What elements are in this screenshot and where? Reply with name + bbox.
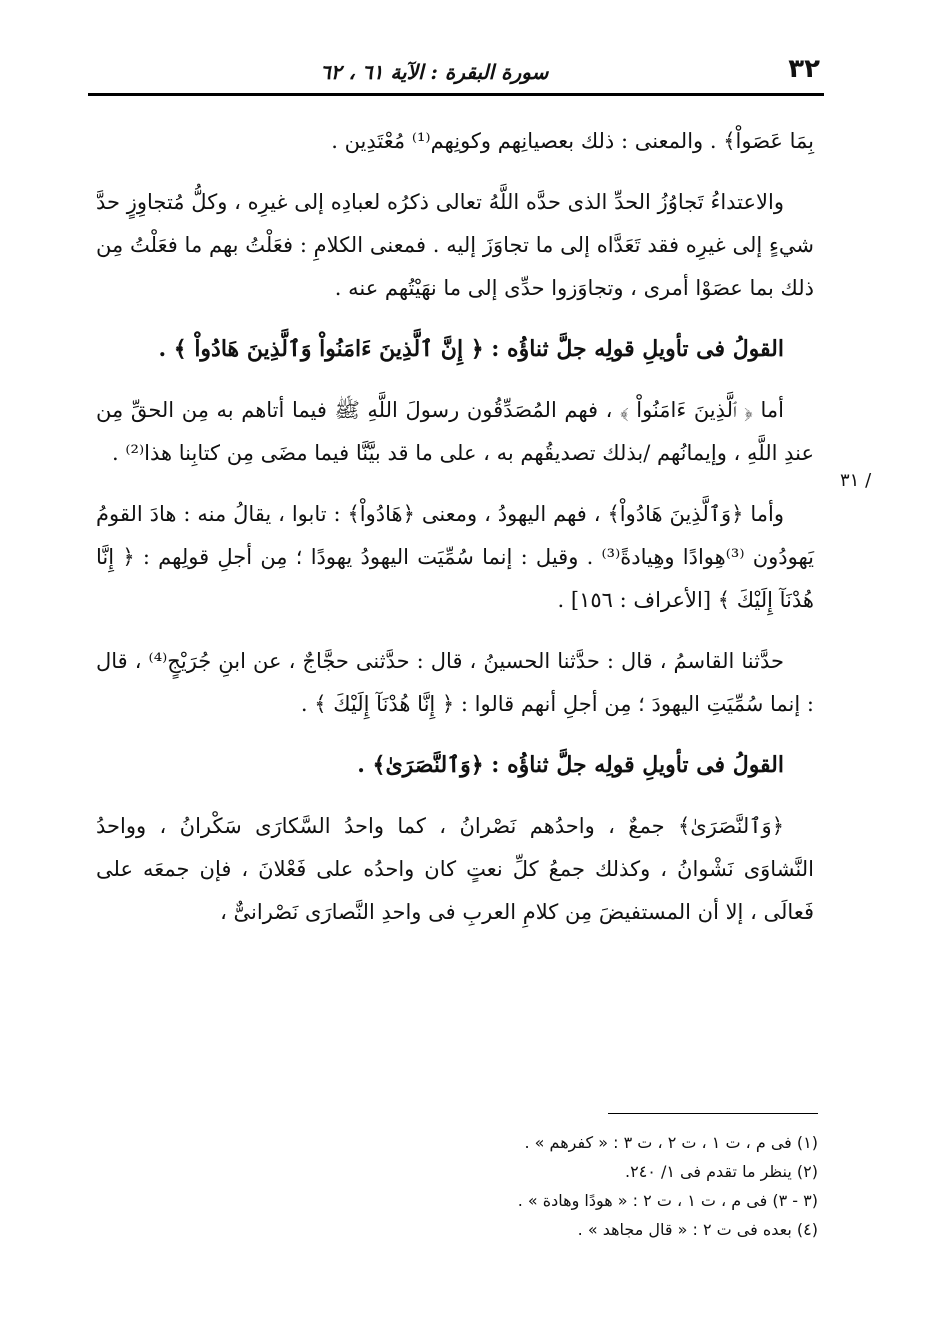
paragraph: حدَّثنا القاسمُ ، قال : حدَّثنا الحسينُ ، قال : حدَّثنى حجَّاجٌ ، عن ابنِ جُرَيْجٍ⁽⁴⁾ ، قال : إنما سُمِّيَتِ اليهودَ ؛ مِن أجلِ أنهم قالوا : ﴿ إِنَّا هُدْنَآ إِلَيْكَ ﴾ . — [96, 649, 814, 716]
footnote: (٣ - ٣) فى م ، ت ١ ، ت ٢ : « هودًا وهادة » . — [517, 1191, 818, 1210]
section-heading: القولُ فى تأويلِ قولِه جلَّ ثناؤُه : ﴿ إِنَّ ٱلَّذِينَ ءَامَنُواْ وَٱلَّذِينَ هَادُواْ ﴾ . — [158, 336, 784, 362]
footnote: (٤) بعده فى ت ٢ : « قال مجاهد » . — [577, 1220, 818, 1239]
footnote: (٢) ينظر ما تقدم فى ١/ ٢٤٠. — [625, 1162, 818, 1181]
main-text — [96, 120, 814, 952]
paragraph: أما ﴿ ٱلَّذِينَ ءَامَنُواْ ﴾ ، فهم المُصَدِّقُون رسولَ اللَّهِ ﷺ فيما أتاهم به مِن الحقِّ مِن عندِ اللَّهِ ، وإيمانُهم /بذلك تصديقُهم به ، على ما قد بيَّنَّا فيما مضَى مِن كتابِنا هذا⁽²⁾ . — [96, 398, 814, 465]
paragraph: والاعتداءُ تَجاوُزُ الحدِّ الذى حدَّه اللَّهُ تعالى ذكرُه لعبادِه إلى غيرِه ، وكلُّ مُتجاوِزٍ حدَّ شيءٍ إلى غيرِه فقد تَعَدَّاه إلى ما تجاوَزَ إليه . فمعنى الكلامِ : فعَلْتُ بهم ما فعَلْتُ مِن ذلك بما عصَوْا أمرى ، وتجاوَزوا حدِّى إلى ما نهَيْتُهم عنه . — [96, 190, 814, 300]
footnotes — [300, 1128, 818, 1244]
running-title: سورة البقرة : الآية ٦١ ، ٦٢ — [320, 60, 549, 84]
header-rule — [88, 93, 824, 96]
paragraph: ﴿وَٱلنَّصَرَىٰ﴾ جمعٌ ، واحدُهم نَصْرانُ ، كما واحدُ السَّكارَى سَكْرانُ ، وواحدُ النَّشاوَى نَشْوانُ ، وكذلك جمعُ كلِّ نعتٍ كان واحدُه على فَعْلانَ ، فإن جمعَه على فَعالَى ، إلا أن المستفيضَ مِن كلامِ العربِ فى واحدِ النَّصارَى نَصْرانىٌّ ، — [96, 814, 814, 924]
paragraph: بِمَا عَصَواْ﴾ . والمعنى : ذلك بعصيانِهم وكونِهم⁽¹⁾ مُعْتَدِين . — [331, 129, 814, 153]
paragraph: وأما ﴿وَٱلَّذِينَ هَادُواْ﴾ ، فهم اليهودُ ، ومعنى ﴿هَادُواْ﴾ : تابوا ، يقالُ منه : هادَ القومُ يَهودُون ⁽³⁾هِوادًا وهِيادةً⁽³⁾ . وقيل : إنما سُمِّيَت اليهودُ يهودًا ؛ مِن أجلِ قولِهم : ﴿ إِنَّا هُدْنَآ إِلَيْكَ ﴾ [الأعراف : ١٥٦] . — [96, 502, 814, 612]
margin-note: ٣١ / — [840, 470, 872, 491]
page-header — [90, 32, 820, 84]
footnote: (١) فى م ، ت ١ ، ت ٢ ، ت ٣ : « كفرهم » . — [524, 1133, 818, 1152]
footnote-rule — [608, 1113, 818, 1114]
page-number: ٣٢ — [788, 54, 820, 84]
section-heading: القولُ فى تأويلِ قولِه جلَّ ثناؤُه : ﴿وَٱلنَّصَرَىٰ﴾ . — [357, 752, 784, 778]
